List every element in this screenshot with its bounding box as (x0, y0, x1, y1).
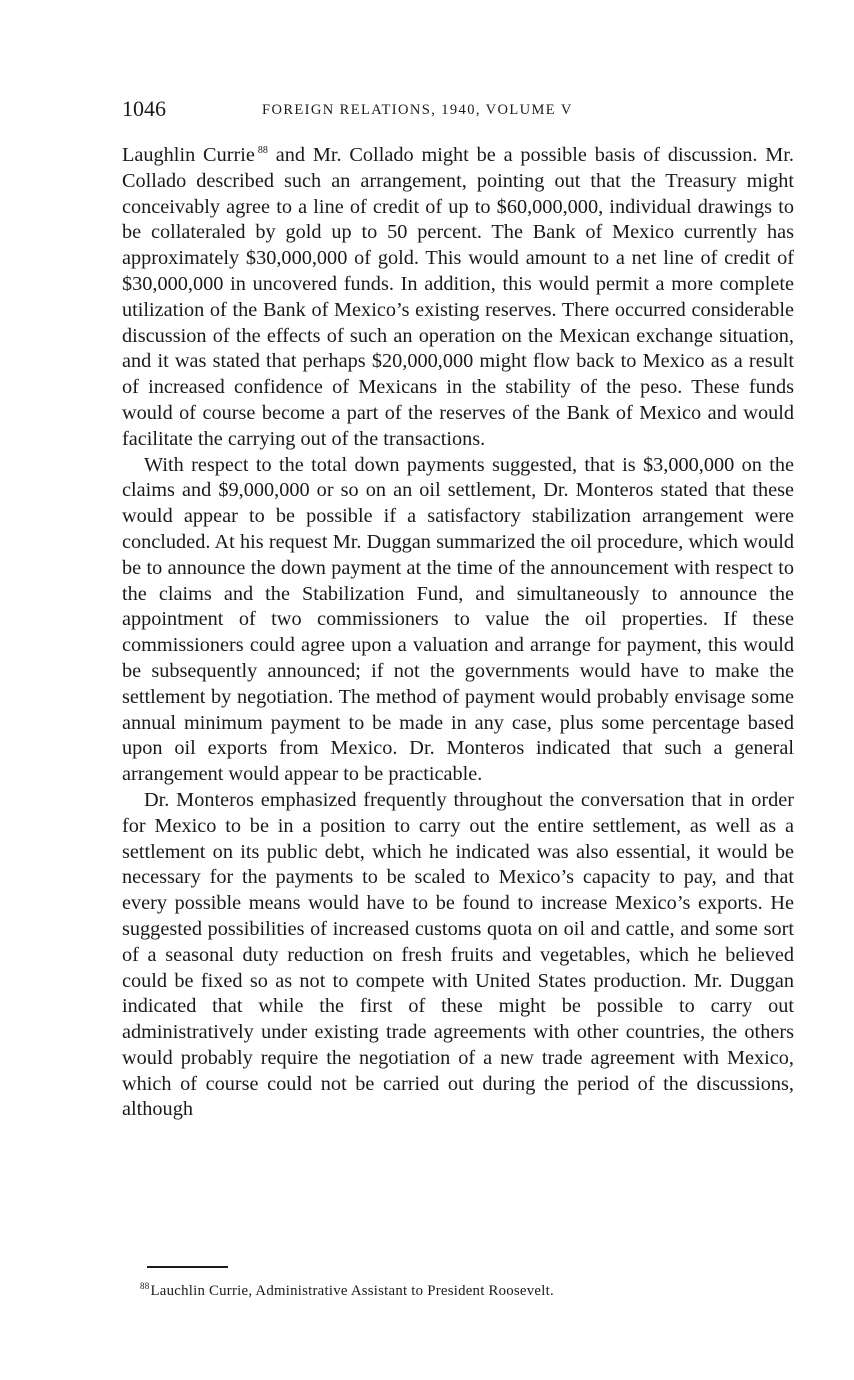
footnote (140, 1281, 800, 1301)
footnote-text: Lauchlin Currie, Administrative Assistant to President Roosevelt. (150, 1283, 554, 1299)
footnote-reference[interactable]: 88 (257, 145, 268, 156)
paragraph-1-start: Laughlin Currie (122, 144, 255, 166)
paragraph-1 (122, 143, 794, 453)
paragraph-2: With respect to the total down payments suggested, that is $3,000,000 on the claims and $9,000,000 or so on an oil settlement, Dr. Monteros stated that these would appear to be possible if a satisfactory stabilization arrangement were concluded. At his request Mr. Duggan summarized the oil procedure, which would be to announce the down payment at the time of the announcement with respect to the claims and the Stabilization Fund, and simultaneously to announce the appointment of two commissioners to value the oil properties. If these commissioners could agree upon a valuation and arrange for payment, this would be subsequently announced; if not the governments would have to make the settlement by negotiation. The method of payment would probably envisage some annual minimum payment to be made in any case, plus some percentage based upon oil exports from Mexico. Dr. Monteros indicated that such a general arrangement would appear to be practicable. (122, 453, 794, 786)
body-text (122, 143, 794, 1123)
footnote-divider (147, 1266, 228, 1268)
running-head: FOREIGN RELATIONS, 1940, VOLUME V (262, 102, 573, 118)
page-header (122, 96, 798, 126)
page-number: 1046 (122, 96, 166, 121)
footnote-marker: 88 (140, 1281, 150, 1291)
paragraph-1-rest: and Mr. Collado might be a possible basis of discussion. Mr. Collado described such an arrangement, pointing out that the Treasury might conceivably agree to a line of credit of up to $60,000,000, individual drawings to be collateraled by gold up to 50 percent. The Bank of Mexico currently has approximately $30,000,000 of gold. This would amount to a net line of credit of $30,000,000 in uncovered funds. In addition, this would permit a more complete utilization of the Bank of Mexico’s existing reserves. There occurred considerable discussion of the effects of such an operation on the Mexican exchange situation, and it was stated that perhaps $20,000,000 might flow back to Mexico as a result of increased confidence of Mexicans in the stability of the peso. These funds would of course become a part of the reserves of the Bank of Mexico and would facilitate the carrying out of the transactions. (122, 144, 794, 450)
paragraph-3: Dr. Monteros emphasized frequently throughout the conversation that in order for Mexico to be in a position to carry out the entire settlement, as well as a settlement on its public debt, which he indicated was also essential, it would be necessary for the payments to be scaled to Mexico’s capacity to pay, and that every possible means would have to be found to increase Mexico’s exports. He suggested possibilities of increased customs quota on oil and cattle, and some sort of a seasonal duty reduction on fresh fruits and vegetables, which he believed could be fixed so as not to compete with United States production. Mr. Duggan indicated that while the first of these might be possible to carry out administratively under existing trade agreements with other countries, the others would probably require the negotiation of a new trade agreement with Mexico, which of course could not be carried out during the period of the discussions, although (122, 788, 794, 1121)
